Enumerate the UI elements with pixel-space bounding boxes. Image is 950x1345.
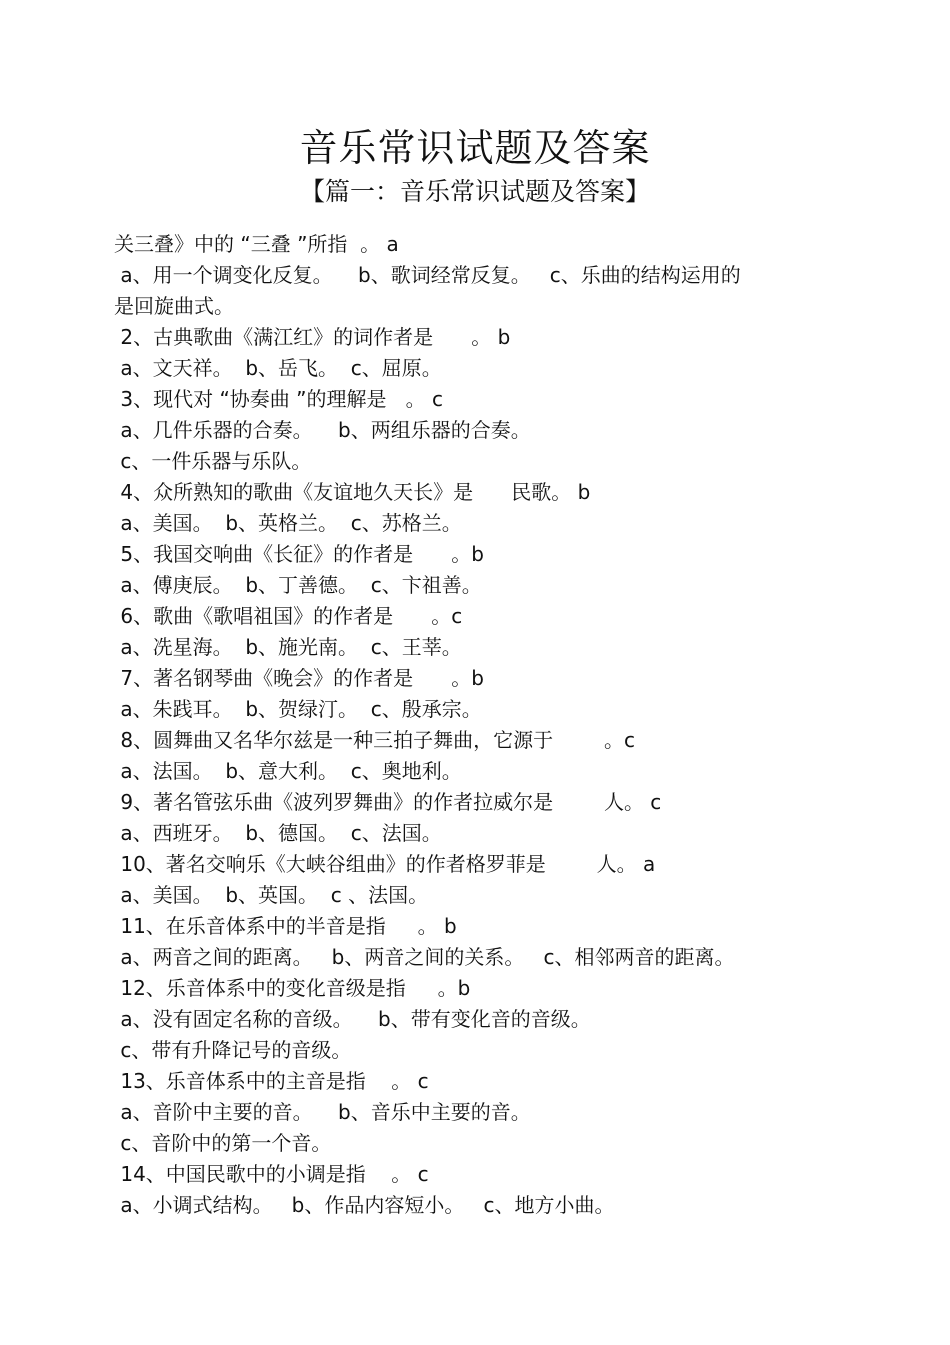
text-line: 是回旋曲式。 (114, 294, 234, 318)
text-line: c、音阶中的第一个音。 (114, 1131, 332, 1155)
text-line: a、没有固定名称的音级。 b、带有变化音的音级。 (114, 1007, 591, 1031)
text-line: a、两音之间的距离。 b、两音之间的关系。 c、相邻两音的距离。 (114, 945, 735, 969)
text-line: 12、乐音体系中的变化音级是指 。b (114, 976, 471, 1000)
text-line: 14、中国民歌中的小调是指 。 c (114, 1162, 429, 1186)
text-line: 8、圆舞曲又名华尔兹是一种三拍子舞曲，它源于 。c (114, 728, 635, 752)
text-line: 10、著名交响乐《大峡谷组曲》的作者格罗菲是 人。 a (114, 852, 656, 876)
text-line: c、带有升降记号的音级。 (114, 1038, 352, 1062)
text-line: 关三叠》中的 “三叠 ”所指 。 a (114, 232, 399, 256)
text-line: a、小调式结构。 b、作品内容短小。 c、地方小曲。 (114, 1193, 615, 1217)
text-line: 3、现代对 “协奏曲 ”的理解是 。 c (114, 387, 443, 411)
text-line: a、美国。 b、英格兰。 c、苏格兰。 (114, 511, 462, 535)
text-line: a、冼星海。 b、施光南。 c、王莘。 (114, 635, 462, 659)
text-line: 7、著名钢琴曲《晚会》的作者是 。b (114, 666, 484, 690)
text-line: 5、我国交响曲《长征》的作者是 。b (114, 542, 484, 566)
text-line: 4、众所熟知的歌曲《友谊地久天长》是 民歌。 b (114, 480, 591, 504)
text-line: 2、古典歌曲《满江红》的词作者是 。 b (114, 325, 511, 349)
text-line: a、音阶中主要的音。 b、音乐中主要的音。 (114, 1100, 531, 1124)
text-line: a、西班牙。 b、德国。 c、法国。 (114, 821, 442, 845)
text-line: a、朱践耳。 b、贺绿汀。 c、殷承宗。 (114, 697, 482, 721)
page-subtitle: 【篇一：音乐常识试题及答案】 (299, 177, 650, 206)
text-line: a、文天祥。 b、岳飞。 c、屈原。 (114, 356, 442, 380)
text-line: a、几件乐器的合奏。 b、两组乐器的合奏。 (114, 418, 531, 442)
page-title: 音乐常识试题及答案 (299, 126, 651, 170)
text-line: a、傅庚辰。 b、丁善德。 c、卞祖善。 (114, 573, 482, 597)
quiz-body (114, 229, 834, 1221)
text-line: 6、歌曲《歌唱祖国》的作者是 。c (114, 604, 463, 628)
text-line: 13、乐音体系中的主音是指 。 c (114, 1069, 429, 1093)
text-line: 9、著名管弦乐曲《波列罗舞曲》的作者拉威尔是 人。 c (114, 790, 662, 814)
text-line: a、法国。 b、意大利。 c、奥地利。 (114, 759, 462, 783)
text-line: a、美国。 b、英国。 c 、法国。 (114, 883, 429, 907)
text-line: a、用一个调变化反复。 b、歌词经常反复。 c、乐曲的结构运用的 (114, 263, 741, 287)
text-line: 11、在乐音体系中的半音是指 。 b (114, 914, 457, 938)
text-line: c、一件乐器与乐队。 (114, 449, 312, 473)
